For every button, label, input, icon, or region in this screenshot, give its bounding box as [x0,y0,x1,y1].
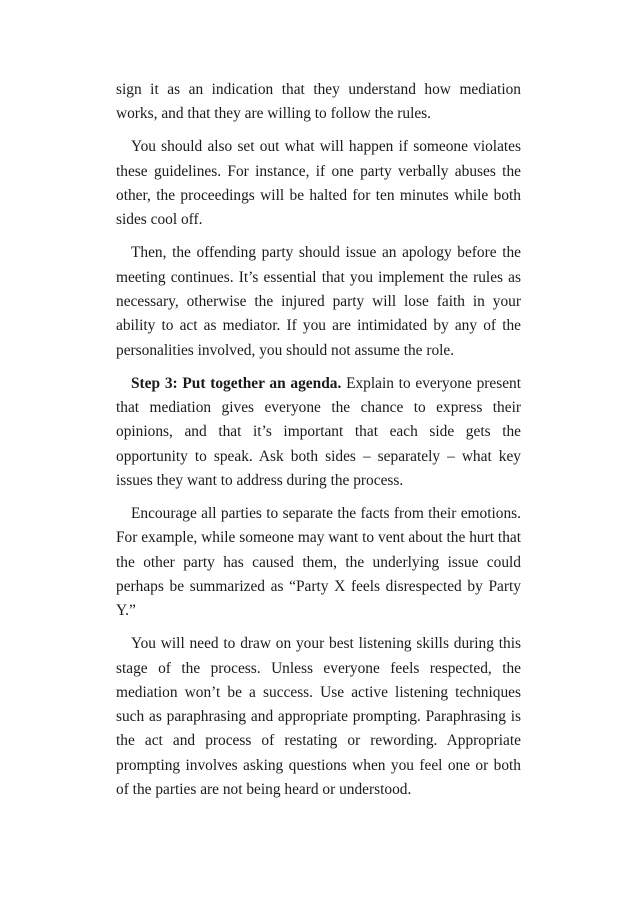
paragraph-step-3 [116,372,521,493]
paragraph-apology: Then, the offending party should issue an apology before the meeting continues. It’s essential that you implement the rules as necessary, otherwise the injured party will lose faith in your ability to act as mediator. If you are intimidated by any of the personalities involved, you should not assume the role. [116,244,521,359]
step-3-heading: Step 3: Put together an agenda. [131,374,342,392]
paragraph-listening: You will need to draw on your best listening skills during this stage of the process. Unless everyone feels respected, the mediation won’t be a success. Use active listening techniques such as paraphrasing and appropriate prompting. Paraphrasing is the act and process of restating or rewording. Appropriate prompting involves asking questions when you feel one or both of the parties are not being heard or understood. [116,635,521,798]
paragraph-continuation: sign it as an indication that they understand how mediation works, and that they are willing to follow the rules. [116,81,521,123]
paragraph-facts-emotions: Encourage all parties to separate the facts from their emotions. For example, while someone may want to vent about the hurt that the other party has caused them, the underlying issue could perhaps be summarized as “Party X feels disrespected by Party Y.” [116,504,521,620]
step-3-text: Explain to everyone present that mediation gives everyone the chance to express their opinions, and that it’s important that each side gets the opportunity to speak. Ask both sides – separately – what key issues they want to address during the process. [116,374,522,489]
body-text [116,78,521,811]
paragraph-violations: You should also set out what will happen if someone violates these guidelines. For instance, if one party verbally abuses the other, the proceedings will be halted for ten minutes while both sides cool off. [116,138,521,229]
